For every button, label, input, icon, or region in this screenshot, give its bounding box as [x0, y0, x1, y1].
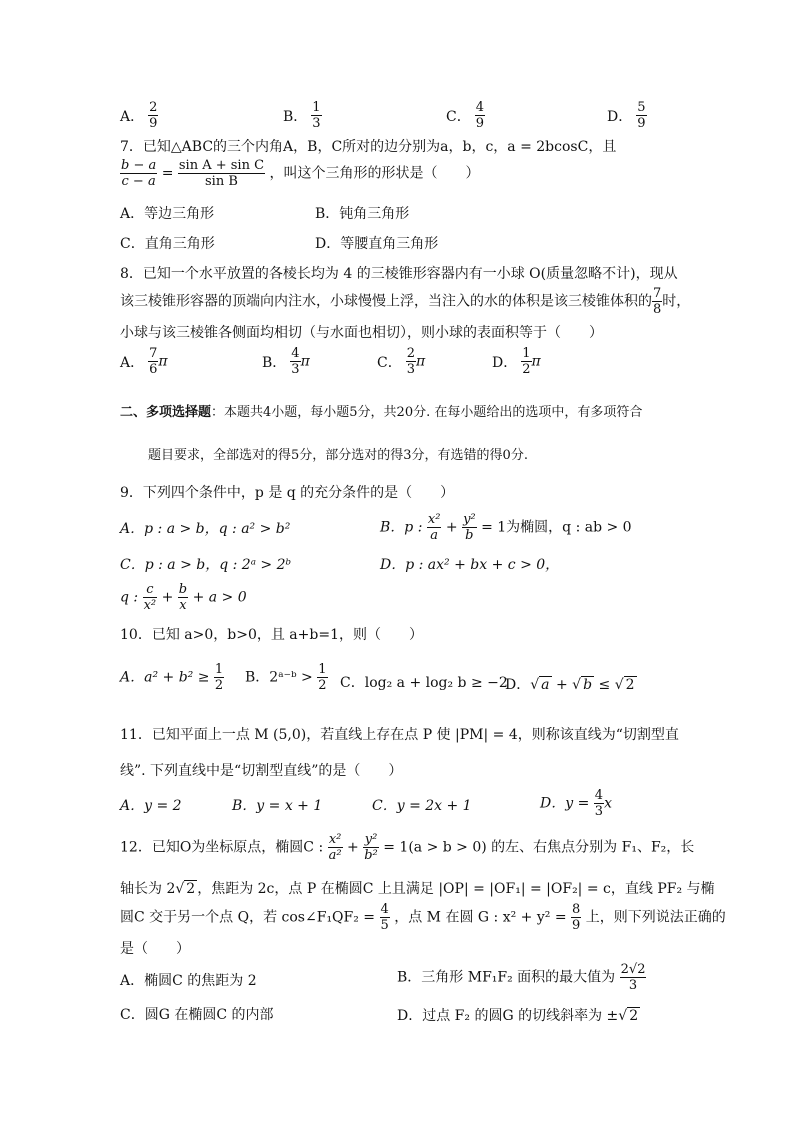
section2-heading: 二、多项选择题：本题共4小题，每小题5分，共20分. 在每小题给出的选项中，有多项符合	[120, 405, 643, 420]
q10-option-b[interactable]: B．2ᵃ⁻ᵇ > $\frac{1}{2}$	[245, 662, 327, 693]
q7-option-a[interactable]: A．等边三角形	[120, 206, 215, 222]
q9-option-d[interactable]: D．p : ax² + bx + c > 0，	[380, 557, 560, 573]
q11-option-d[interactable]: D．y = $\frac{4}{3}$ x	[540, 788, 612, 819]
q7-option-c[interactable]: C．直角三角形	[120, 236, 215, 252]
fraction: $\frac{1}{3}$	[312, 100, 321, 131]
q12-option-d[interactable]: D．过点 F₂ 的圆G 的切线斜率为 ±√ 2	[397, 1008, 639, 1024]
section2-line2: 题目要求，全部选对的得5分，部分选对的得3分，有选错的得0分.	[148, 448, 528, 463]
q6-option-d[interactable]: D． $\frac{5}{9}$	[607, 100, 646, 131]
q8-line3: 小球与该三棱锥各侧面均相切（与水面也相切），则小球的表面积等于（ ）	[120, 325, 603, 341]
q12-line1: 12．已知O为坐标原点，椭圆C : $\frac{\text{x²}}{\text{a²}}$ + $\frac{\text{y²}}{\text{b²}}$ = 1(a > b > 0) 的左、右焦点分别为 F₁、F₂，长	[120, 832, 695, 863]
q12-option-b[interactable]: B．三角形 MF₁F₂ 面积的最大值为 $\frac{2√2}{3}$	[397, 962, 646, 993]
q10-option-a[interactable]: A．a² + b² ≥ $\frac{1}{2}$	[120, 662, 224, 693]
fraction: $\frac{2}{9}$	[149, 100, 158, 131]
q9-option-c[interactable]: C．p : a > b，q : 2ᵃ > 2ᵇ	[120, 557, 292, 573]
q9-option-d-cont: q : $\frac{c}{\text{x²}}$ + $\frac{b}{x}$ + a > 0	[120, 582, 247, 613]
q9-option-a[interactable]: A．p : a > b，q : a² > b²	[120, 521, 291, 537]
q11-line1: 11．已知平面上一点 M (5,0)，若直线上存在点 P 使 |PM| = 4，则称该直线为“切割型直	[120, 727, 679, 743]
q7-option-b[interactable]: B．钝角三角形	[315, 206, 410, 222]
q8-line2: 该三棱锥形容器的顶端向内注水，小球慢慢上浮，当注入的水的体积是该三棱锥体积的 $\frac{7}{8}$ 时，	[120, 286, 691, 317]
q7-stem: 7．已知△ABC的三个内角A，B，C所对的边分别为a，b，c，a = 2bcosC，且	[120, 139, 617, 155]
q6-option-a[interactable]: A． $\frac{2}{9}$	[120, 100, 158, 131]
q11-option-a[interactable]: A．y = 2	[120, 798, 182, 814]
q10-option-c[interactable]: C．log₂ a + log₂ b ≥ −2	[340, 675, 508, 691]
fraction: $\frac{4}{9}$	[475, 100, 484, 131]
q8-option-d[interactable]: D． $\frac{1}{2}$ π	[492, 346, 541, 377]
q12-line4: 是（ ）	[120, 941, 190, 957]
q10-stem: 10．已知 a>0，b>0，且 a+b=1，则（ ）	[120, 627, 423, 643]
q12-line2: 轴长为 2√ 2 ，焦距为 2c，点 P 在椭圆C 上且满足 |OP| = |OF₁| = |OF₂| = c，直线 PF₂ 与椭	[120, 881, 715, 897]
q12-line3: 圆C 交于另一个点 Q，若 cos∠F₁QF₂ = $\frac{4}{5}$ ，点 M 在圆 G : x² + y² = $\frac{8}{9}$ 上，则下列说法正确的	[120, 902, 726, 933]
q11-option-b[interactable]: B．y = x + 1	[232, 798, 323, 814]
q11-line2: 线”. 下列直线中是“切割型直线”的是（ ）	[120, 763, 403, 779]
q12-option-a[interactable]: A．椭圆C 的焦距为 2	[120, 973, 257, 989]
q9-stem: 9．下列四个条件中，p 是 q 的充分条件的是（ ）	[120, 485, 455, 501]
q8-option-b[interactable]: B． $\frac{4}{3}$ π	[262, 346, 310, 377]
q12-option-c[interactable]: C．圆G 在椭圆C 的内部	[120, 1007, 274, 1023]
q8-option-c[interactable]: C． $\frac{2}{3}$ π	[377, 346, 426, 377]
q7-equation: $\frac{b - a}{c - a}$ = $\frac{\text{sin A + sin C}}{\text{sin B}}$ ，叫这个三角形的形状是（ ）	[121, 158, 480, 189]
q8-option-a[interactable]: A． $\frac{7}{6}$ π	[120, 346, 168, 377]
q7-option-d[interactable]: D．等腰直角三角形	[315, 236, 439, 252]
q8-line1: 8．已知一个水平放置的各棱长均为 4 的三棱锥形容器内有一小球 O(质量忽略不计)，现从	[120, 266, 678, 282]
q11-option-c[interactable]: C．y = 2x + 1	[372, 798, 472, 814]
q9-option-b[interactable]: B．p : $\frac{\text{x²}}{a}$ + $\frac{\text{y²}}{b}$ = 1为椭圆，q : ab > 0	[380, 512, 632, 543]
q10-option-d[interactable]: D．√ a + √ b ≤ √ 2	[505, 677, 635, 693]
fraction: $\frac{5}{9}$	[637, 100, 646, 131]
q6-option-b[interactable]: B． $\frac{1}{3}$	[283, 100, 321, 131]
q6-option-c[interactable]: C． $\frac{4}{9}$	[446, 100, 484, 131]
